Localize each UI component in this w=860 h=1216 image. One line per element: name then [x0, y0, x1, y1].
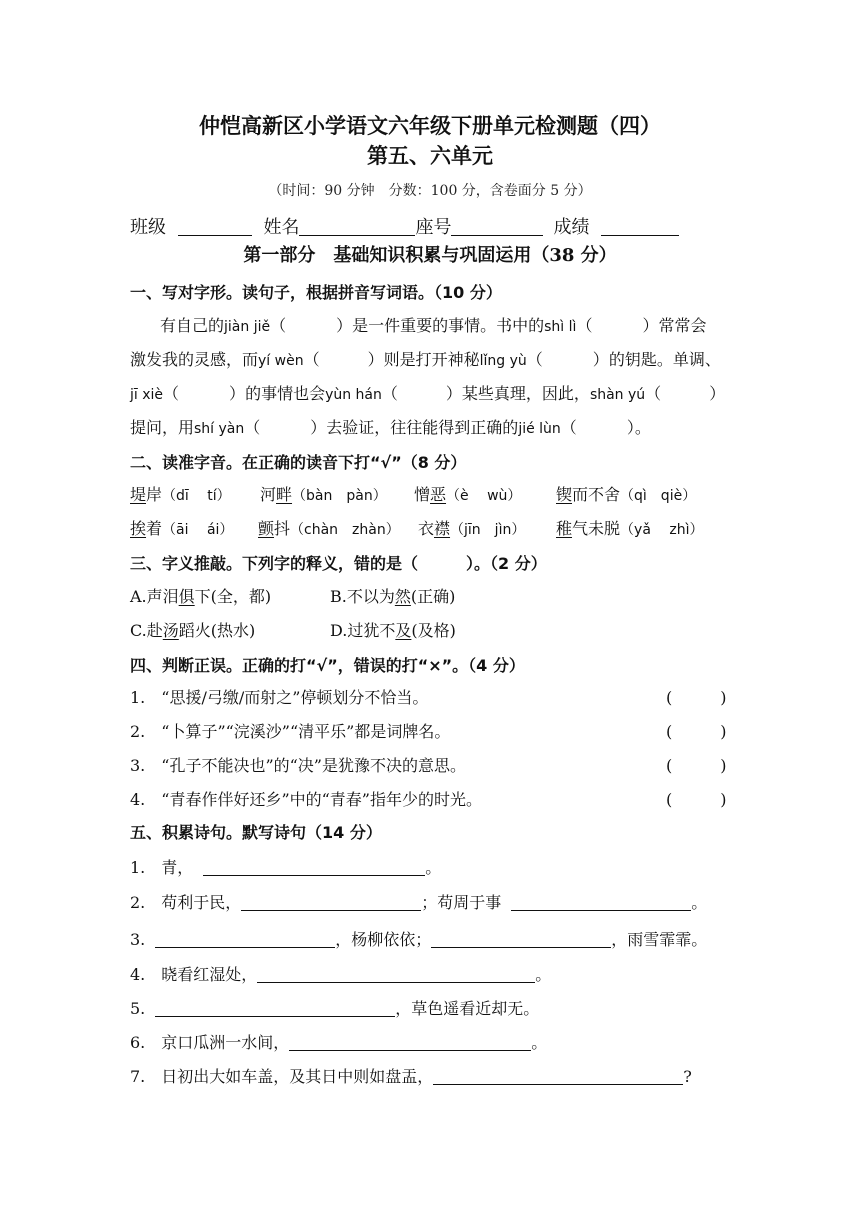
q3-option-a[interactable]: A.声泪俱下(全，都): [130, 587, 272, 606]
poem-line-7: 7. 日初出大如车盖，及其日中则如盘盂， ?: [130, 1067, 692, 1086]
q2-heading: 二、读准字音。在正确的读音下打“√”（8 分）: [130, 453, 467, 472]
q4-answer-paren[interactable]: ( ): [666, 756, 727, 775]
q2-item[interactable]: 颤抖（chàn zhàn）: [258, 519, 400, 538]
q2-item[interactable]: 河畔（bàn pàn）: [260, 485, 387, 504]
student-fields: [130, 213, 679, 239]
poem-blank[interactable]: [433, 1068, 683, 1085]
q5-heading: 五、积累诗句。默写诗句（14 分）: [130, 823, 382, 842]
seat-label: 座号: [415, 217, 452, 238]
q4-statement: 3. “孔子不能决也”的“决”是犹豫不决的意思。: [130, 756, 466, 775]
q3-option-c[interactable]: C.赴汤蹈火(热水): [130, 621, 256, 640]
q4-answer-paren[interactable]: ( ): [666, 722, 727, 741]
poem-blank[interactable]: [431, 931, 611, 948]
name-blank[interactable]: [299, 219, 415, 236]
poem-line-1: 1. 青， 。: [130, 858, 442, 877]
class-label: 班级: [130, 217, 166, 238]
q1-line3: jī xiè（ ）的事情也会yùn hán（ ）某些真理，因此，shàn yú（ ）: [130, 384, 726, 403]
poem-line-5: 5. ，草色遥看近却无。: [130, 999, 540, 1018]
poem-line-6: 6. 京口瓜洲一水间， 。: [130, 1033, 548, 1052]
q1-line2: 激发我的灵感，而yí wèn（ ）则是打开神秘lǐng yù（ ）的钥匙。单调、: [130, 350, 721, 369]
poem-line-3: 3. ，杨柳依依； ，雨雪霏霏。: [130, 930, 708, 949]
q2-item[interactable]: 衣襟（jīn jìn）: [418, 519, 526, 538]
q3-option-b[interactable]: B.不以为然(正确): [330, 587, 456, 606]
q3-option-d[interactable]: D.过犹不及(及格): [330, 621, 456, 640]
q2-item[interactable]: 憎恶（è wù）: [414, 485, 522, 504]
poem-line-4: 4. 晓看红湿处， 。: [130, 965, 552, 984]
q4-statement: 2. “卜算子”“浣溪沙”“清平乐”都是词牌名。: [130, 722, 451, 741]
poem-blank[interactable]: [257, 966, 535, 983]
class-blank[interactable]: [178, 219, 252, 236]
q4-answer-paren[interactable]: ( ): [666, 790, 727, 809]
poem-blank[interactable]: [289, 1034, 531, 1051]
exam-subtitle: 第五、六单元: [367, 143, 493, 168]
score-label: 成绩: [553, 217, 590, 238]
name-label: 姓名: [263, 217, 300, 238]
q4-statement: 1. “思援/弓缴/而射之”停顿划分不恰当。: [130, 688, 429, 707]
exam-title: 仲恺高新区小学语文六年级下册单元检测题（四）: [199, 113, 661, 138]
part-one-heading: 第一部分 基础知识积累与巩固运用（38 分）: [243, 245, 617, 266]
q2-item[interactable]: 稚气未脱（yǎ zhì）: [556, 519, 704, 538]
q3-heading: 三、字义推敲。下列字的释义，错的是（ ）。（2 分）: [130, 554, 547, 573]
poem-blank[interactable]: [241, 894, 421, 911]
q1-heading: 一、写对字形。读句子，根据拼音写词语。（10 分）: [130, 283, 502, 302]
q4-statement: 4. “青春作伴好还乡”中的“青春”指年少的时光。: [130, 790, 482, 809]
q1-line1: 有自己的jiàn jiě（ ）是一件重要的事情。书中的shì lì（ ）常常会: [160, 316, 707, 335]
q4-answer-paren[interactable]: ( ): [666, 688, 727, 707]
poem-blank[interactable]: [155, 1000, 395, 1017]
poem-blank[interactable]: [155, 931, 335, 948]
q2-item[interactable]: 锲而不舍（qì qiè）: [556, 485, 697, 504]
seat-blank[interactable]: [451, 219, 543, 236]
q1-line4: 提问，用shí yàn（ ）去验证，往往能得到正确的jié lùn（ ）。: [130, 418, 651, 437]
q2-item[interactable]: 堤岸（dī tí）: [130, 485, 231, 504]
poem-blank[interactable]: [203, 859, 425, 876]
score-blank[interactable]: [601, 219, 679, 236]
exam-info: （时间：90 分钟 分数：100 分，含卷面分 5 分）: [268, 183, 592, 199]
poem-line-2: 2. 苟利于民， ；苟周于事 。: [130, 893, 708, 912]
poem-blank[interactable]: [511, 894, 691, 911]
q4-heading: 四、判断正误。正确的打“√”，错误的打“×”。（4 分）: [130, 656, 525, 675]
q2-item[interactable]: 挨着（āi ái）: [130, 519, 234, 538]
